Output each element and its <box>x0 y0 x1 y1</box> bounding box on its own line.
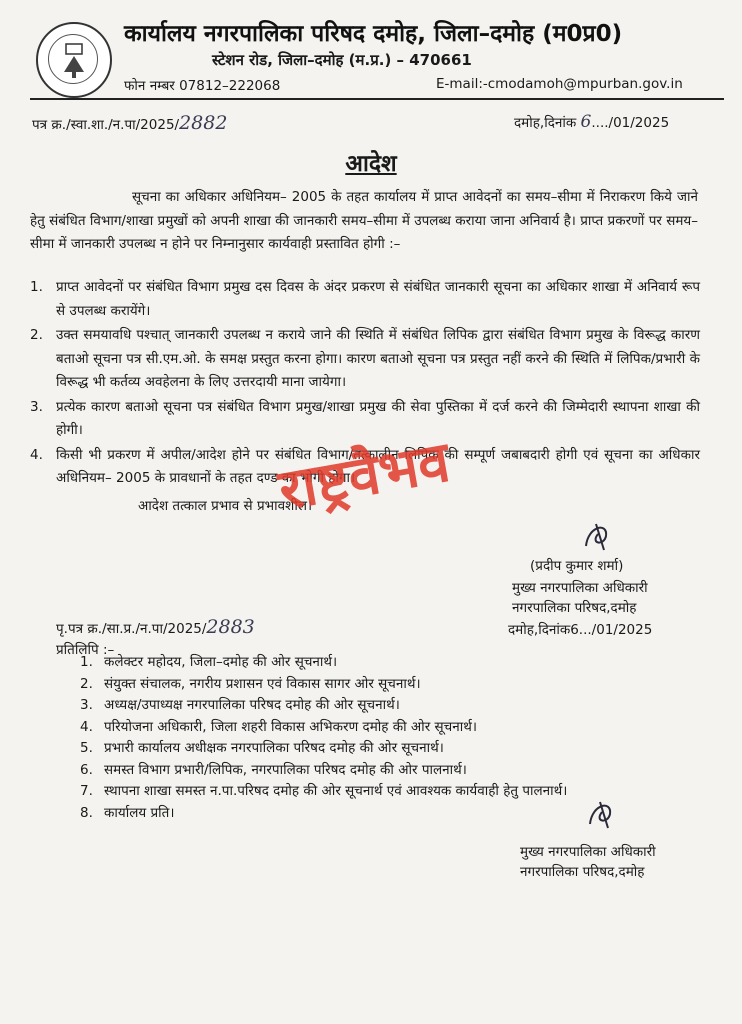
signatory-office: नगरपालिका परिषद,दमोह <box>512 600 637 616</box>
letter-date-day: 6 <box>580 112 592 132</box>
office-title: कार्यालय नगरपालिका परिषद दमोह, जिला–दमोह (म0प्र0) <box>124 21 623 47</box>
letter-reference-number: 2882 <box>179 112 228 134</box>
office-phone: फोन नम्बर 07812–222068 <box>124 78 281 94</box>
signatory-date: दमोह,दिनांक6.../01/2025 <box>508 622 653 638</box>
order-effect: आदेश तत्काल प्रभाव से प्रभावशील। <box>138 498 313 514</box>
copy-item: 1. कलेक्टर महोदय, जिला–दमोह की ओर सूचनार्थ। <box>80 654 338 670</box>
intro-text: सूचना का अधिकार अधिनियम– 2005 के तहत कार्यालय में प्राप्त आवेदनों का समय–सीमा में निराकरण किये जाने हेतु संबंधित विभाग/शाखा प्रमुखों को अपनी शाखा की जानकारी समय–सीमा में उपलब्ध कराया जाना अनिवार्य है। प्राप्त प्रकरणों पर समय–सीमा में जानकारी उपलब्ध न होने पर निम्नानुसार कार्यवाही प्रस्तावित होगी :– <box>30 189 698 252</box>
endorsement-reference <box>56 616 255 638</box>
intro-paragraph <box>30 186 698 257</box>
signature-icon <box>578 516 618 556</box>
copy-item: 6. समस्त विभाग प्रभारी/लिपिक, नगरपालिका परिषद दमोह की ओर पालनार्थ। <box>80 761 467 778</box>
letter-date-prefix: दमोह,दिनांक <box>514 115 577 131</box>
copy-item: 5. प्रभारी कार्यालय अधीक्षक नगरपालिका परिषद दमोह की ओर सूचनार्थ। <box>80 740 444 756</box>
signature-icon <box>582 794 622 834</box>
copy-item: 4. परियोजना अधिकारी, जिला शहरी विकास अभिकरण दमोह की ओर सूचनार्थ। <box>80 718 477 735</box>
order-item: 2. उक्त समयावधि पश्चात् जानकारी उपलब्ध न कराये जाने की स्थिति में संबंधित लिपिक द्वारा संबंधित विभाग प्रमुख के विरूद्ध कारण बताओ सूचना पत्र सी.एम.ओ. के समक्ष प्रस्तुत करना होगा। कारण बताओ सूचना पत्र प्रस्तुत नहीं करने की स्थिति में लिपिक/प्रभारी के विरूद्ध भी कर्तव्य अवहेलना के लिए उत्तरदायी माना जायेगा। <box>30 327 700 390</box>
header-divider <box>30 98 724 100</box>
copy-heading: प्रतिलिपि :– <box>56 642 115 658</box>
office-email: E-mail:-cmodamoh@mpurban.gov.in <box>436 76 683 92</box>
copy-list <box>80 652 567 824</box>
copy-item: 2. संयुक्त संचालक, नगरीय प्रशासन एवं विकास सागर ओर सूचनार्थ। <box>80 675 421 692</box>
order-item: 1. प्राप्त आवेदनों पर संबंधित विभाग प्रमुख दस दिवस के अंदर प्रकरण से संबंधित जानकारी सूचना का अधिकार शाखा में अनिवार्य रूप से उपलब्ध करायेंगे। <box>30 279 700 319</box>
order-item: 3. प्रत्येक कारण बताओ सूचना पत्र संबंधित विभाग प्रमुख/शाखा प्रमुख की सेवा पुस्तिका में दर्ज करने की जिम्मेदारी स्थापना शाखा की होगी। <box>30 398 700 438</box>
order-item: 4. किसी भी प्रकरण में अपील/आदेश होने पर संबंधित विभाग/तत्कालीन लिपिक की सम्पूर्ण जबाबदारी होगी एवं सूचना का अधिकार अधिनियम– 2005 के प्रावधानों के तहत दण्ड का भोगी होगा। <box>30 446 700 486</box>
signatory-title: मुख्य नगरपालिका अधिकारी <box>512 580 648 596</box>
copy-item: 3. अध्यक्ष/उपाध्यक्ष नगरपालिका परिषद दमोह की ओर सूचनार्थ। <box>80 697 400 713</box>
letter-reference <box>32 112 227 134</box>
endorsement-number: 2883 <box>206 616 255 638</box>
order-heading: आदेश <box>345 151 397 177</box>
letter-date-suffix: ..../01/2025 <box>591 115 670 131</box>
office-address: स्टेशन रोड, जिला–दमोह (म.प्र.) – 470661 <box>212 51 472 69</box>
signatory2-office: नगरपालिका परिषद,दमोह <box>520 864 645 880</box>
endorsement-prefix: पृ.पत्र क्र./सा.प्र./न.पा/2025/ <box>56 621 207 637</box>
signatory2-title: मुख्य नगरपालिका अधिकारी <box>520 844 656 860</box>
signatory-name: (प्रदीप कुमार शर्मा) <box>530 558 624 574</box>
letter-date <box>514 112 669 132</box>
letter-reference-prefix: पत्र क्र./स्वा.शा./न.पा/2025/ <box>32 117 180 133</box>
watermark-stamp: राष्ट्रवैभव <box>274 429 455 524</box>
copy-item: 7. स्थापना शाखा समस्त न.पा.परिषद दमोह की ओर सूचनार्थ एवं आवश्यक कार्यवाही हेतु पालनार्थ। <box>80 783 568 799</box>
municipal-seal-icon <box>36 22 112 98</box>
copy-item: 8. कार्यालय प्रति। <box>80 804 175 821</box>
